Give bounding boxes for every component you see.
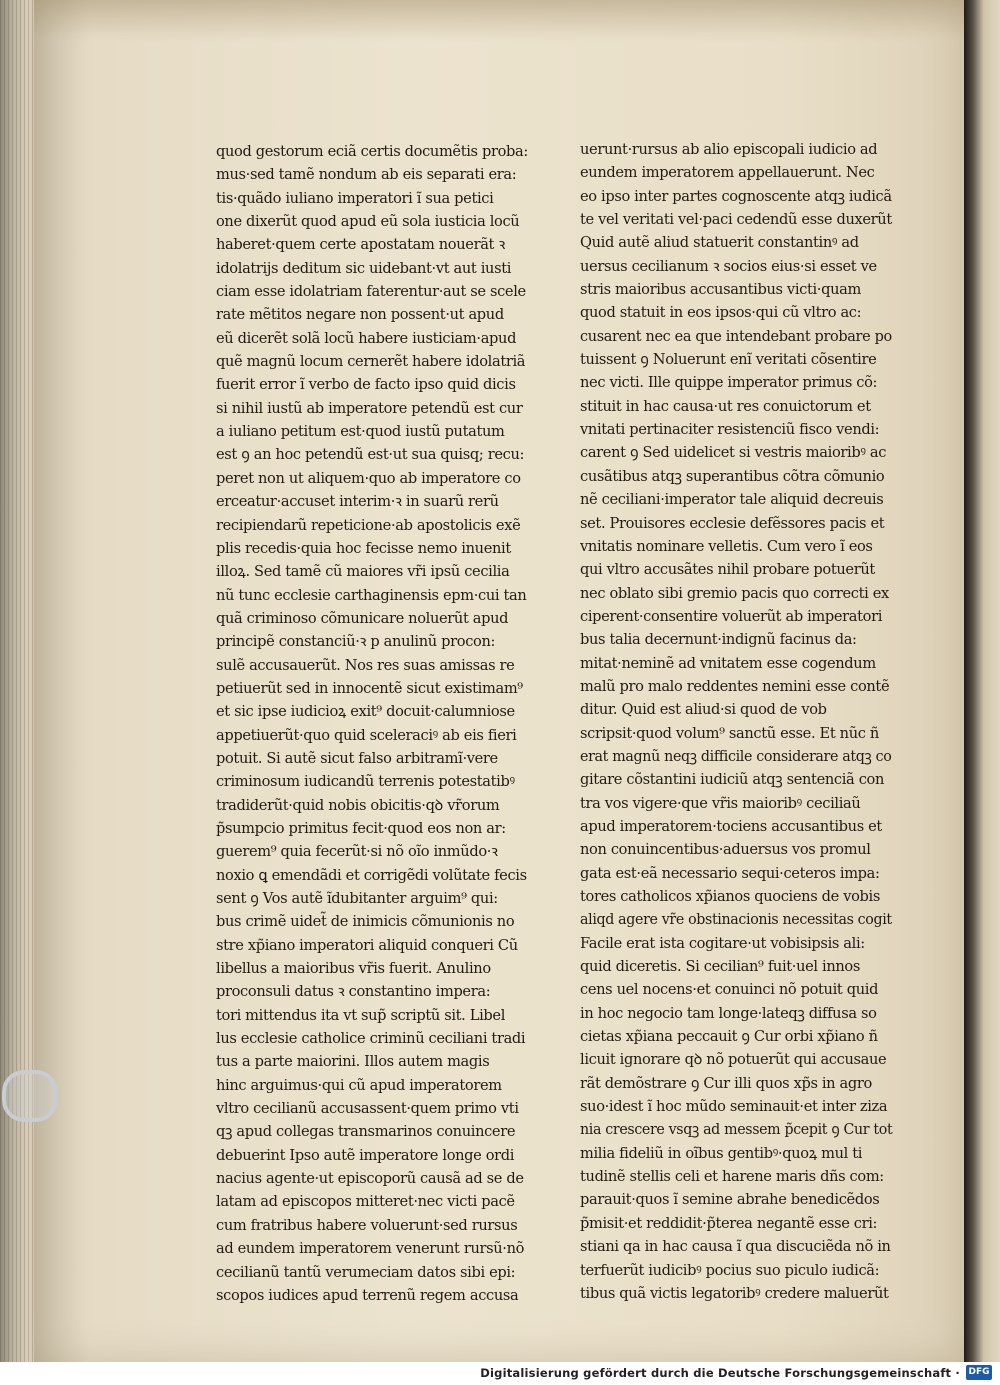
text-line: parauit·quos ĩ semine abrahe benedicẽdos bbox=[580, 1191, 880, 1209]
text-line: p̃misit·et reddidit·p̃terea negantẽ esse cri: bbox=[580, 1214, 878, 1232]
text-line: uersus cecilianum ꝛ socios eius·si esset ve bbox=[580, 257, 877, 275]
text-line: bus crimẽ uidet̃ de inimicis cõmunionis no bbox=[216, 913, 515, 931]
text-line: bus talia decernunt·indignũ facinus da: bbox=[580, 631, 857, 649]
text-line: quod gestorum eciã certis documẽtis proba: bbox=[216, 143, 528, 160]
text-line: stre xp̃iano imperatori aliquid conqueri Cũ bbox=[216, 936, 518, 954]
text-line: mus·sed tamẽ nondum ab eis separati era: bbox=[216, 166, 517, 184]
text-line: qui vltro accusãtes nihil probare potuerũt bbox=[580, 561, 875, 579]
text-line: suo·idest ĩ hoc mũdo seminauit·et inter ziza bbox=[580, 1098, 888, 1116]
text-line: tores catholicos xp̃ianos quociens de vobis bbox=[580, 888, 880, 905]
text-line: principẽ constanciũ·ꝛ p anulinũ procon: bbox=[216, 633, 496, 651]
text-line: libellus a maioribus vr̃is fuerit. Anulino bbox=[216, 960, 491, 978]
text-line: stris maioribus accusantibus victi·quam bbox=[580, 281, 861, 299]
footer-credit: Digitalisierung gefördert durch die Deutsche Forschungsgemeinschaft · bbox=[480, 1366, 960, 1380]
text-line: proconsuli datus ꝛ constantino impera: bbox=[216, 983, 491, 1001]
text-line: nacius agente·ut episcoporũ causã ad se de bbox=[216, 1170, 524, 1188]
text-line: quã criminoso cõmunicare noluerũt apud bbox=[216, 609, 509, 627]
text-line: uerunt·rursus ab alio episcopali iudicio ad bbox=[580, 141, 878, 158]
text-line: latam ad episcopos mitteret·nec victi pacẽ bbox=[216, 1193, 515, 1211]
text-line: plis recedis·quia hoc fecisse nemo inuenit bbox=[216, 539, 511, 557]
text-line: gitare cõstantini iudiciũ atqꝫ sentenciã con bbox=[580, 771, 884, 789]
text-line: erceatur·accuset interim·ꝛ in suarũ rerũ bbox=[216, 493, 499, 511]
text-line: tra vos vigere·que vr̃is maioribꝰ ceciliaũ bbox=[580, 794, 861, 812]
text-line: te vel veritati vel·paci cedendũ esse duxerũt bbox=[580, 211, 892, 229]
text-line: tibus quã victis legatoribꝰ credere maluerũt bbox=[580, 1284, 889, 1302]
text-line: non conuincentibus·aduersus vos promul bbox=[580, 841, 871, 859]
text-line: debuerint Ipso autẽ imperatore longe ordi bbox=[216, 1146, 515, 1164]
text-line: vnitatis nominare velletis. Cum vero ĩ eos bbox=[580, 537, 873, 555]
text-line: one dixerũt quod apud eũ sola iusticia locũ bbox=[216, 213, 520, 231]
text-line: terfuerũt iudicibꝰ pocius suo piculo iudicã: bbox=[580, 1261, 880, 1279]
text-line: carent ꝯ Sed uidelicet si vestris maioribꝰ ac bbox=[580, 444, 887, 462]
text-line: cens uel nocens·et conuinci nõ potuit quid bbox=[580, 981, 879, 999]
text-line: scripsit·quod volum⁹ sanctũ esse. Et nũc ñ bbox=[580, 724, 879, 742]
text-line: a iuliano petitum est·quod iustũ putatum bbox=[216, 423, 505, 441]
text-line: idolatrijs deditum sic uidebant·vt aut iusti bbox=[216, 259, 512, 277]
text-line: quid diceretis. Si cecilian⁹ fuit·uel innos bbox=[580, 958, 861, 976]
text-line: tis·quãdo iuliano imperatori ĩ sua petici bbox=[216, 189, 494, 207]
text-line: quẽ magnũ locum cernerẽt habere idolatriã bbox=[216, 353, 526, 371]
text-line: nẽ ceciliani·imperator tale aliquid decreuis bbox=[580, 491, 884, 509]
text-line: licuit ignorare qꝺ nõ potuerũt qui accusaue bbox=[580, 1051, 887, 1069]
text-line: p̃sumpcio primitus fecit·quod eos non ar: bbox=[216, 819, 506, 837]
text-line: tuissent ꝯ Noluerunt enĩ veritati cõsentire bbox=[580, 351, 877, 369]
footer-bar bbox=[0, 1362, 1000, 1385]
text-line: recipiendarũ repeticione·ab apostolicis exẽ bbox=[216, 516, 521, 534]
right-text-column bbox=[580, 138, 892, 1305]
text-line: cusãtibus atqꝫ superantibus cõtra cõmunio bbox=[580, 467, 885, 485]
text-line: nia crescere vsqꝫ ad messem p̃cepit ꝯ Cur tot bbox=[580, 1121, 893, 1139]
text-line: nec oblato sibi gremio pacis quo correcti ex bbox=[580, 584, 889, 602]
text-line: ciperent·consentire voluerũt ab imperatori bbox=[580, 607, 883, 625]
facing-page-edge bbox=[964, 0, 1000, 1362]
text-line: guerem⁹ quia fecerũt·si nõ oĩo inmũdo·ꝛ bbox=[216, 843, 498, 861]
text-line: criminosum iudicandũ terrenis potestatibꝰ bbox=[216, 773, 515, 791]
text-line: cietas xp̃iana peccauit ꝯ Cur orbi xp̃iano ñ bbox=[580, 1028, 878, 1046]
text-line: rãt demõstrare ꝯ Cur illi quos xp̃s in agro bbox=[580, 1074, 872, 1092]
text-line: lus ecclesie catholice criminũ ceciliani tradi bbox=[216, 1030, 526, 1048]
text-line: eo ipso inter partes cognoscente atqꝫ iudicã bbox=[580, 187, 892, 205]
text-line: vnitati pertinaciter resistenciũ fisco vendi: bbox=[580, 421, 880, 439]
text-line: malũ pro malo reddentes nemini esse contẽ bbox=[580, 677, 890, 695]
text-line: stituit in hac causa·ut res conuictorum et bbox=[580, 397, 871, 415]
text-line: set. Prouisores ecclesie defẽssores pacis et bbox=[580, 514, 885, 532]
text-line: tudinẽ stellis celi et harene maris dñs com: bbox=[580, 1168, 884, 1186]
text-line: sulẽ accusauerũt. Nos res suas amissas re bbox=[216, 656, 515, 674]
text-line: stiani qa in hac causa ĩ qua discuciẽda nõ in bbox=[580, 1238, 891, 1256]
text-line: et sic ipse iudicioꝝ exit⁹ docuit·calumniose bbox=[216, 703, 515, 721]
text-line: hinc arguimus·qui cũ apud imperatorem bbox=[216, 1076, 502, 1094]
text-line: cecilianũ tantũ verumeciam datos sibi epi: bbox=[216, 1263, 516, 1281]
text-line: haberet·quem certe apostatam nouerãt ꝛ bbox=[216, 236, 505, 254]
text-line: fuerit error ĩ verbo de facto ipso quid dicis bbox=[216, 376, 516, 394]
text-line: tus a parte maiorini. Illos autem magis bbox=[216, 1053, 490, 1071]
text-line: vltro cecilianũ accusassent·quem primo vti bbox=[216, 1100, 519, 1118]
text-line: ciam esse idolatriam faterentur·aut se scele bbox=[216, 283, 526, 301]
left-text-column bbox=[216, 140, 528, 1307]
text-line: nec victi. Ille quippe imperator primus cõ: bbox=[580, 374, 878, 392]
text-line: milia fideliũ in oĩbus gentibꝰ·quoꝝ mul ti bbox=[580, 1144, 863, 1162]
text-line: petiuerũt sed in innocentẽ sicut existimam⁹ bbox=[216, 679, 523, 697]
text-line: potuit. Si autẽ sicut falso arbitramĩ·vere bbox=[216, 749, 498, 767]
text-line: si nihil iustũ ab imperatore petendũ est cur bbox=[216, 399, 523, 417]
text-line: eundem imperatorem appellauerunt. Nec bbox=[580, 164, 875, 182]
text-line: qꝫ apud collegas transmarinos conuincere bbox=[216, 1123, 516, 1141]
text-line: eũ dicerẽt solã locũ habere iusticiam·apud bbox=[216, 329, 517, 347]
text-line: quod statuit in eos ipsos·qui cũ vltro ac: bbox=[580, 304, 862, 322]
text-line: apud imperatorem·tociens accusantibus et bbox=[580, 817, 882, 835]
dfg-logo: DFG bbox=[966, 1365, 992, 1380]
page-clip bbox=[2, 1070, 58, 1122]
text-line: sent ꝯ Vos autẽ ĩdubitanter arguim⁹ qui: bbox=[216, 890, 498, 907]
text-line: aliqd agere vr̃e obstinacionis necessitas cogit bbox=[580, 911, 892, 929]
text-line: Facile erat ista cogitare·ut vobisipsis ali: bbox=[580, 934, 865, 952]
text-line: noxio ꝗ emendãdi et corrigẽdi volũtate fecis bbox=[216, 866, 527, 884]
text-line: appetiuerũt·quo quid sceleraciꝰ ab eis fieri bbox=[216, 726, 517, 744]
text-line: nũ tunc ecclesie carthaginensis epm·cui tan bbox=[216, 586, 527, 604]
page-stain bbox=[34, 0, 964, 40]
text-line: illoꝝ. Sed tamẽ cũ maiores vr̃i ipsũ cecilia bbox=[216, 563, 510, 581]
text-line: mitat·neminẽ ad vnitatem esse cogendum bbox=[580, 654, 876, 672]
text-line: est ꝯ an hoc petendũ est·ut sua quisq; recu: bbox=[216, 446, 525, 464]
text-line: cusarent nec ea que intendebant probare po bbox=[580, 327, 892, 345]
text-line: rate mẽtitos negare non possent·ut apud bbox=[216, 306, 504, 324]
text-line: Quid autẽ aliud statuerit constantinꝰ ad bbox=[580, 234, 859, 252]
text-line: ditur. Quid est aliud·si quod de vob bbox=[580, 701, 827, 719]
text-line: cum fratribus habere voluerunt·sed rursus bbox=[216, 1216, 518, 1234]
text-line: tori mittendus ita vt sup̃ scriptũ sit. Libel bbox=[216, 1006, 506, 1024]
text-line: ad eundem imperatorem venerunt rursũ·nõ bbox=[216, 1240, 525, 1258]
text-line: gata est·eã necessario sequi·ceteros impa: bbox=[580, 864, 880, 882]
text-line: peret non ut aliquem·quo ab imperatore co bbox=[216, 469, 521, 487]
text-line: tradiderũt·quid nobis obicitis·qꝺ vr̃orum bbox=[216, 796, 500, 814]
text-line: scopos iudices apud terrenũ regem accusa bbox=[216, 1286, 519, 1304]
text-line: in hoc negocio tam longe·lateqꝫ diffusa so bbox=[580, 1004, 877, 1022]
text-line: erat magnũ neqꝫ difficile considerare atqꝫ co bbox=[580, 747, 892, 765]
